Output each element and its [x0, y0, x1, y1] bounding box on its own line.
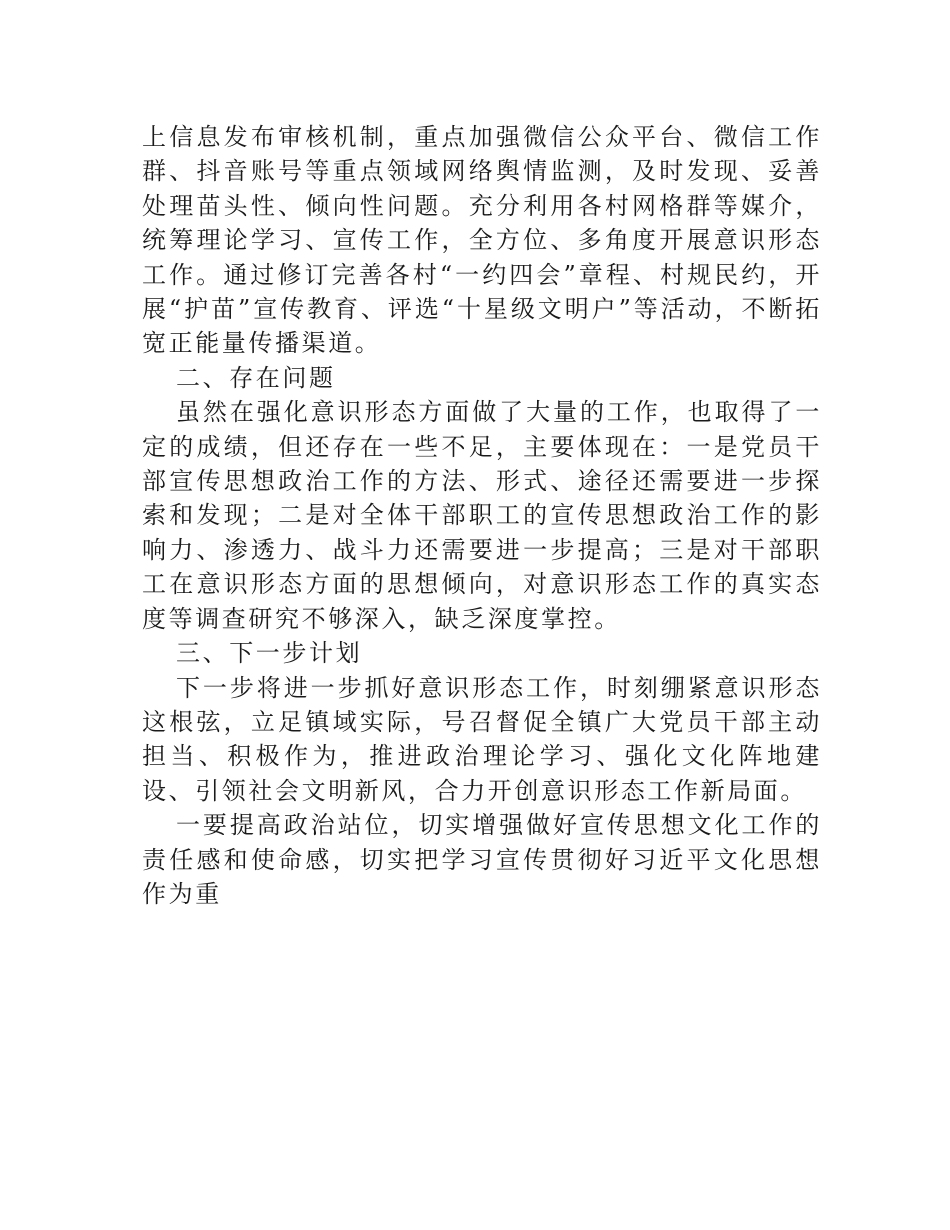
paragraph-review-mechanism: 上信息发布审核机制，重点加强微信公众平台、微信工作群、抖音账号等重点领域网络舆情监测，及时发现、妥善处理苗头性、倾向性问题。充分利用各村网格群等媒介，统筹理论学习、宣传工作，全方位、多角度开展意识形态工作。通过修订完善各村“一约四会”章程、村规民约，开展“护苗”宣传教育、评选“十星级文明户”等活动，不断拓宽正能量传播渠道。 [142, 123, 822, 358]
section-heading-next-plan: 三、下一步计划 [176, 639, 363, 668]
document-body [142, 120, 822, 911]
section-heading-problems: 二、存在问题 [176, 363, 336, 392]
paragraph-next-plan: 下一步将进一步抓好意识形态工作，时刻绷紧意识形态这根弦，立足镇域实际，号召督促全镇广大党员干部主动担当、积极作为，推进政治理论学习、强化文化阵地建设、引领社会文明新风，合力开创意识形态工作新局面。 [142, 673, 822, 805]
paragraph-problems: 虽然在强化意识形态方面做了大量的工作，也取得了一定的成绩，但还存在一些不足，主要体现在：一是党员干部宣传思想政治工作的方法、形式、途径还需要进一步探索和发现；二是对全体干部职工的宣传思想政治工作的影响力、渗透力、战斗力还需要进一步提高；三是对干部职工在意识形态方面的思想倾向，对意识形态工作的真实态度等调查研究不够深入，缺乏深度掌控。 [142, 398, 822, 633]
paragraph-political-stance: 一要提高政治站位，切实增强做好宣传思想文化工作的责任感和使命感，切实把学习宣传贯彻好习近平文化思想作为重 [142, 811, 822, 908]
